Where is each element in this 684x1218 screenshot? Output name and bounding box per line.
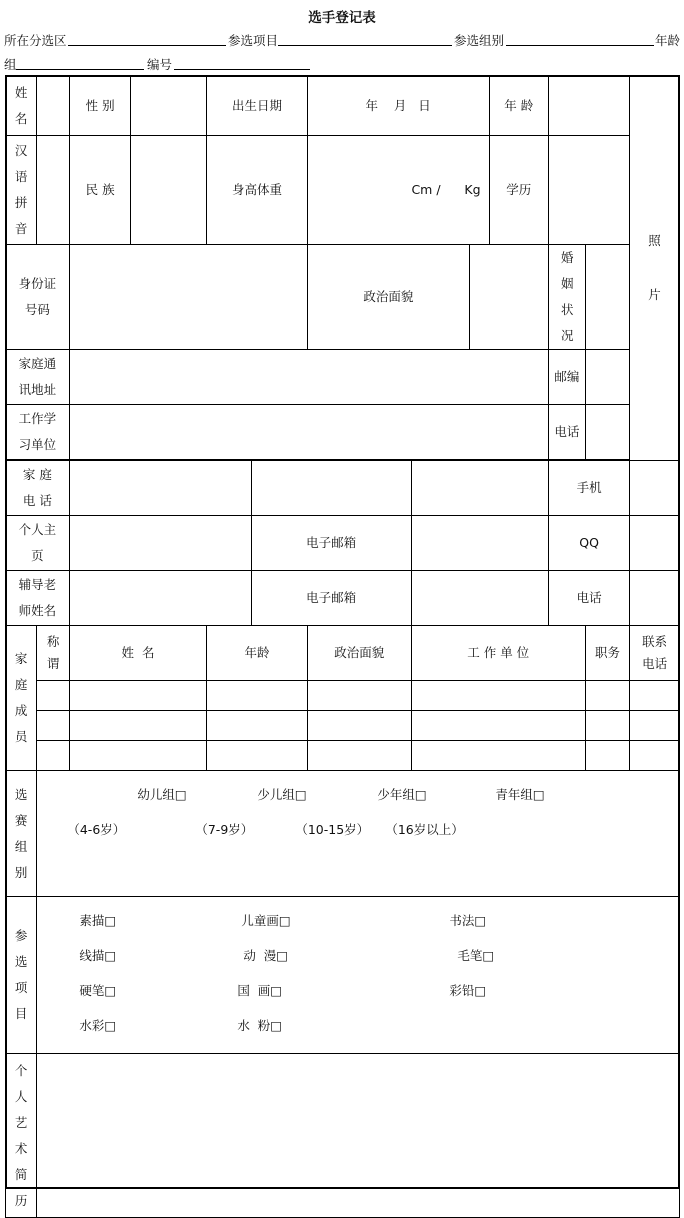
family-header-age: 年龄 xyxy=(207,626,308,681)
work-label: 工作学习单位 xyxy=(6,405,70,460)
education-field[interactable] xyxy=(549,136,630,245)
address-field[interactable] xyxy=(69,350,548,405)
family-cell[interactable] xyxy=(630,681,680,711)
gender-label: 性 别 xyxy=(69,76,131,136)
group-field[interactable] xyxy=(506,45,654,46)
address-label: 家庭通讯地址 xyxy=(6,350,70,405)
home-phone-field-3[interactable] xyxy=(411,461,548,516)
family-cell[interactable] xyxy=(585,741,629,771)
group-option-junior[interactable]: 少年组□ xyxy=(377,787,427,802)
project-option-hard-pen[interactable]: 硬笔□ xyxy=(79,983,117,998)
family-cell[interactable] xyxy=(630,741,680,771)
groups-options-cell xyxy=(37,771,680,897)
family-cell[interactable] xyxy=(411,681,585,711)
family-cell[interactable] xyxy=(630,711,680,741)
number-field[interactable] xyxy=(174,69,310,70)
home-phone-field-2[interactable] xyxy=(251,461,411,516)
political-label: 政治面貌 xyxy=(307,245,469,350)
project-option-watercolor[interactable]: 水彩□ xyxy=(79,1018,117,1033)
family-cell[interactable] xyxy=(37,681,69,711)
header-line-2 xyxy=(4,55,680,71)
height-weight-field[interactable]: Cm / Kg xyxy=(307,136,489,245)
projects-options-cell xyxy=(37,897,680,1054)
pinyin-field[interactable] xyxy=(37,136,69,245)
group-option-toddler[interactable]: 幼儿组□ xyxy=(137,787,187,802)
qq-field[interactable] xyxy=(630,516,680,571)
birth-label: 出生日期 xyxy=(207,76,308,136)
family-header-position: 职务 xyxy=(585,626,629,681)
homepage-label: 个人主页 xyxy=(6,516,70,571)
name-label-cell: 姓名 xyxy=(6,76,37,136)
family-cell[interactable] xyxy=(207,711,308,741)
teacher-email-field[interactable] xyxy=(411,571,548,626)
group-option-youth[interactable]: 青年组□ xyxy=(495,787,545,802)
family-header-contact: 联系电话 xyxy=(630,626,680,681)
mobile-label: 手机 xyxy=(549,461,630,516)
family-cell[interactable] xyxy=(307,711,411,741)
mobile-field[interactable] xyxy=(630,461,680,516)
marital-label: 婚姻状况 xyxy=(549,245,586,350)
region-field[interactable] xyxy=(68,45,226,46)
marital-field[interactable] xyxy=(585,245,679,350)
family-cell[interactable] xyxy=(411,711,585,741)
age-group-field[interactable] xyxy=(16,69,144,70)
family-cell[interactable] xyxy=(585,711,629,741)
political-field[interactable] xyxy=(470,245,549,350)
family-cell[interactable] xyxy=(69,741,206,771)
home-phone-field-1[interactable] xyxy=(69,461,251,516)
name-field[interactable] xyxy=(37,76,69,136)
birth-field[interactable]: 年 月 日 xyxy=(307,76,489,136)
project-option-kids-painting[interactable]: 儿童画□ xyxy=(241,913,291,928)
family-cell[interactable] xyxy=(69,681,206,711)
photo-area[interactable]: 照片 xyxy=(630,76,680,461)
zip-field[interactable] xyxy=(585,350,629,405)
family-header-name: 姓 名 xyxy=(69,626,206,681)
family-cell[interactable] xyxy=(585,681,629,711)
group-age-youth: （16岁以上） xyxy=(385,822,464,837)
form-title: 选手登记表 xyxy=(308,10,376,26)
project-label: 参选项目 xyxy=(228,33,279,48)
homepage-field[interactable] xyxy=(69,516,251,571)
teacher-email-label: 电子邮箱 xyxy=(251,571,411,626)
groups-label-cell: 选赛组别 xyxy=(6,771,37,897)
project-field[interactable] xyxy=(278,45,452,46)
group-label: 参选组别 xyxy=(454,33,505,48)
project-option-sketch[interactable]: 素描□ xyxy=(79,913,117,928)
phone-label: 电话 xyxy=(549,405,586,460)
email-field[interactable] xyxy=(411,516,548,571)
education-label: 学历 xyxy=(489,136,549,245)
zip-label: 邮编 xyxy=(549,350,586,405)
email-label: 电子邮箱 xyxy=(251,516,411,571)
teacher-label: 辅导老师姓名 xyxy=(6,571,70,626)
ethnicity-field[interactable] xyxy=(131,136,207,245)
project-option-anime[interactable]: 动 漫□ xyxy=(243,948,289,963)
group-age-children: （7-9岁） xyxy=(195,822,254,837)
registration-table xyxy=(5,75,680,1218)
family-cell[interactable] xyxy=(307,741,411,771)
header-line-1 xyxy=(4,31,680,47)
id-field[interactable] xyxy=(69,245,307,350)
family-cell[interactable] xyxy=(207,741,308,771)
family-header-political: 政治面貌 xyxy=(307,626,411,681)
region-label: 所在分选区 xyxy=(4,33,67,48)
age-label: 年 龄 xyxy=(489,76,549,136)
family-header-relation: 称谓 xyxy=(37,626,69,681)
id-label: 身份证号码 xyxy=(6,245,70,350)
family-cell[interactable] xyxy=(69,711,206,741)
project-option-line-drawing[interactable]: 线描□ xyxy=(79,948,117,963)
family-cell[interactable] xyxy=(207,681,308,711)
number-label: 编号 xyxy=(147,57,173,72)
teacher-phone-label: 电话 xyxy=(549,571,630,626)
group-age-junior: （10-15岁） xyxy=(295,822,370,837)
teacher-field[interactable] xyxy=(69,571,251,626)
family-cell[interactable] xyxy=(307,681,411,711)
family-cell[interactable] xyxy=(37,711,69,741)
family-label-cell: 家庭成员 xyxy=(6,626,37,771)
home-phone-label: 家 庭 电 话 xyxy=(6,461,70,516)
teacher-phone-field[interactable] xyxy=(630,571,680,626)
age-group-label-1: 年龄 xyxy=(655,33,681,48)
height-weight-label: 身高体重 xyxy=(207,136,308,245)
pinyin-label-cell: 汉语拼音 xyxy=(6,136,37,245)
group-age-toddler: （4-6岁） xyxy=(67,822,126,837)
projects-label-cell: 参选项目 xyxy=(6,897,37,1054)
qq-label: QQ xyxy=(549,516,630,571)
family-cell[interactable] xyxy=(411,741,585,771)
ethnicity-label: 民 族 xyxy=(69,136,131,245)
project-option-color-pencil[interactable]: 彩铅□ xyxy=(449,983,487,998)
age-group-label-2: 组 xyxy=(4,57,17,72)
project-option-calligraphy[interactable]: 书法□ xyxy=(449,913,487,928)
group-option-children[interactable]: 少儿组□ xyxy=(257,787,307,802)
age-field[interactable] xyxy=(549,76,630,136)
project-option-gouache[interactable]: 水 粉□ xyxy=(237,1018,283,1033)
work-field[interactable] xyxy=(69,405,548,460)
work-phone-field[interactable] xyxy=(585,405,629,460)
resume-label-cell: 个人艺术简历 xyxy=(6,1054,37,1218)
resume-field[interactable] xyxy=(37,1054,680,1218)
family-cell[interactable] xyxy=(37,741,69,771)
family-header-work: 工 作 单 位 xyxy=(411,626,585,681)
gender-field[interactable] xyxy=(131,76,207,136)
project-option-brush[interactable]: 毛笔□ xyxy=(457,948,495,963)
project-option-chinese-painting[interactable]: 国 画□ xyxy=(237,983,283,998)
